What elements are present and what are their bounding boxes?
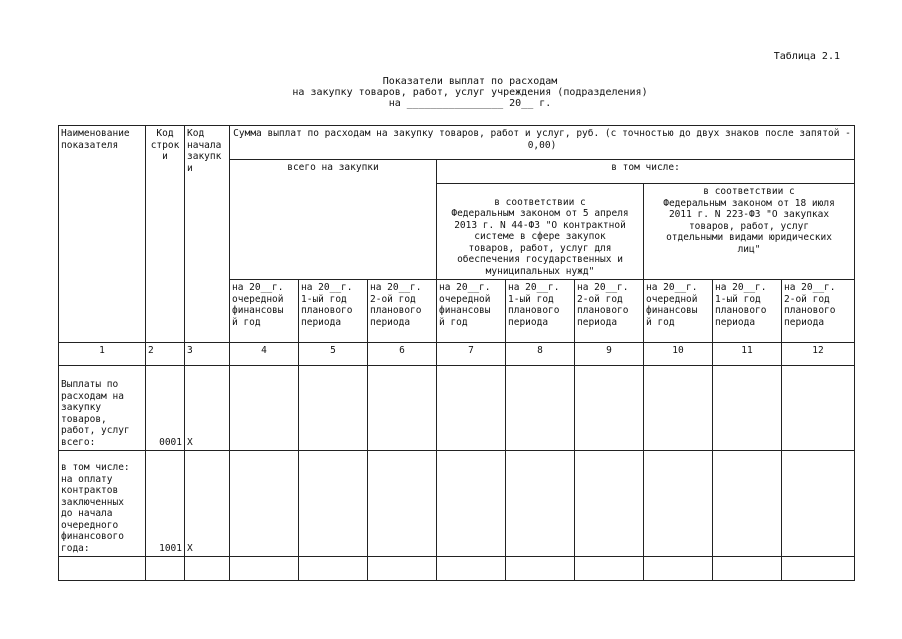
title-line: на закупку товаров, работ, услуг учреждения (подразделения) xyxy=(292,87,648,98)
header-year-plan2: на 20__г. 2-ой год планового периода xyxy=(575,280,644,343)
value-cell xyxy=(713,451,782,557)
table-row xyxy=(59,557,855,581)
value-cell xyxy=(782,557,855,581)
header-including: в том числе: xyxy=(437,160,855,184)
header-line-code: Код строк и xyxy=(146,126,185,343)
value-cell xyxy=(644,557,713,581)
value-cell xyxy=(146,557,185,581)
header-year-plan2: на 20__г. 2-ой год планового периода xyxy=(782,280,855,343)
value-cell xyxy=(368,557,437,581)
value-cell xyxy=(713,557,782,581)
row-name: Выплаты по расходам на закупку товаров, работ, услуг всего: xyxy=(59,366,146,451)
value-cell xyxy=(59,557,146,581)
value-cell xyxy=(437,451,506,557)
value-cell xyxy=(299,557,368,581)
value-cell xyxy=(506,451,575,557)
header-year-plan1: на 20__г. 1-ый год планового периода xyxy=(299,280,368,343)
value-cell xyxy=(299,451,368,557)
row-start-code: X xyxy=(185,451,230,557)
value-cell xyxy=(299,366,368,451)
table-row xyxy=(59,366,855,451)
row-code: 0001 xyxy=(146,366,185,451)
header-indicator: Наименование показателя xyxy=(59,126,146,343)
value-cell xyxy=(437,366,506,451)
value-cell xyxy=(230,451,299,557)
header-total-purchases: всего на закупки xyxy=(230,160,437,280)
header-year-plan1: на 20__г. 1-ый год планового периода xyxy=(506,280,575,343)
column-number: 11 xyxy=(713,343,782,366)
header-law-44: в соответствии с Федеральным законом от 5 апреля 2013 г. N 44-ФЗ "О контрактной системе в сфере закупок товаров, работ, услуг для обеспечения государственных и муниципальных нужд" xyxy=(437,184,644,280)
column-number: 8 xyxy=(506,343,575,366)
value-cell xyxy=(230,366,299,451)
header-law-223: в соответствии с Федеральным законом от 18 июля 2011 г. N 223-ФЗ "О закупках товаров, работ, услуг отдельными видами юридических лиц" xyxy=(644,184,855,280)
header-year-plan2: на 20__г. 2-ой год планового периода xyxy=(368,280,437,343)
column-number: 5 xyxy=(299,343,368,366)
table-label: Таблица 2.1 xyxy=(773,51,840,62)
value-cell xyxy=(506,366,575,451)
value-cell xyxy=(230,557,299,581)
row-name: в том числе: на оплату контрактов заключенных до начала очередного финансового года: xyxy=(59,451,146,557)
column-number: 4 xyxy=(230,343,299,366)
column-number: 10 xyxy=(644,343,713,366)
column-number: 3 xyxy=(185,343,230,366)
value-cell xyxy=(575,451,644,557)
row-start-code: X xyxy=(185,366,230,451)
value-cell xyxy=(782,366,855,451)
column-number: 6 xyxy=(368,343,437,366)
column-number: 12 xyxy=(782,343,855,366)
header-year-current: на 20__г. очередной финансовы й год xyxy=(437,280,506,343)
header-sum-title: Сумма выплат по расходам на закупку товаров, работ и услуг, руб. (с точностью до двух знаков после запятой - 0,00) xyxy=(230,126,855,160)
header-year-current: на 20__г. очередной финансовы й год xyxy=(644,280,713,343)
value-cell xyxy=(713,366,782,451)
value-cell xyxy=(506,557,575,581)
table-title xyxy=(200,76,740,109)
row-code: 1001 xyxy=(146,451,185,557)
column-number: 7 xyxy=(437,343,506,366)
payments-table xyxy=(58,125,855,581)
header-year-current: на 20__г. очередной финансовы й год xyxy=(230,280,299,343)
value-cell xyxy=(368,366,437,451)
title-line: Показатели выплат по расходам xyxy=(382,76,558,87)
value-cell xyxy=(368,451,437,557)
column-number: 9 xyxy=(575,343,644,366)
title-line: на ________________ 20__ г. xyxy=(388,98,552,109)
value-cell xyxy=(575,366,644,451)
value-cell xyxy=(782,451,855,557)
value-cell xyxy=(437,557,506,581)
value-cell xyxy=(185,557,230,581)
value-cell xyxy=(644,366,713,451)
header-year-plan1: на 20__г. 1-ый год планового периода xyxy=(713,280,782,343)
table-row xyxy=(59,451,855,557)
column-number: 1 xyxy=(59,343,146,366)
value-cell xyxy=(644,451,713,557)
header-start-code: Код начала закупк и xyxy=(185,126,230,343)
value-cell xyxy=(575,557,644,581)
column-number: 2 xyxy=(146,343,185,366)
